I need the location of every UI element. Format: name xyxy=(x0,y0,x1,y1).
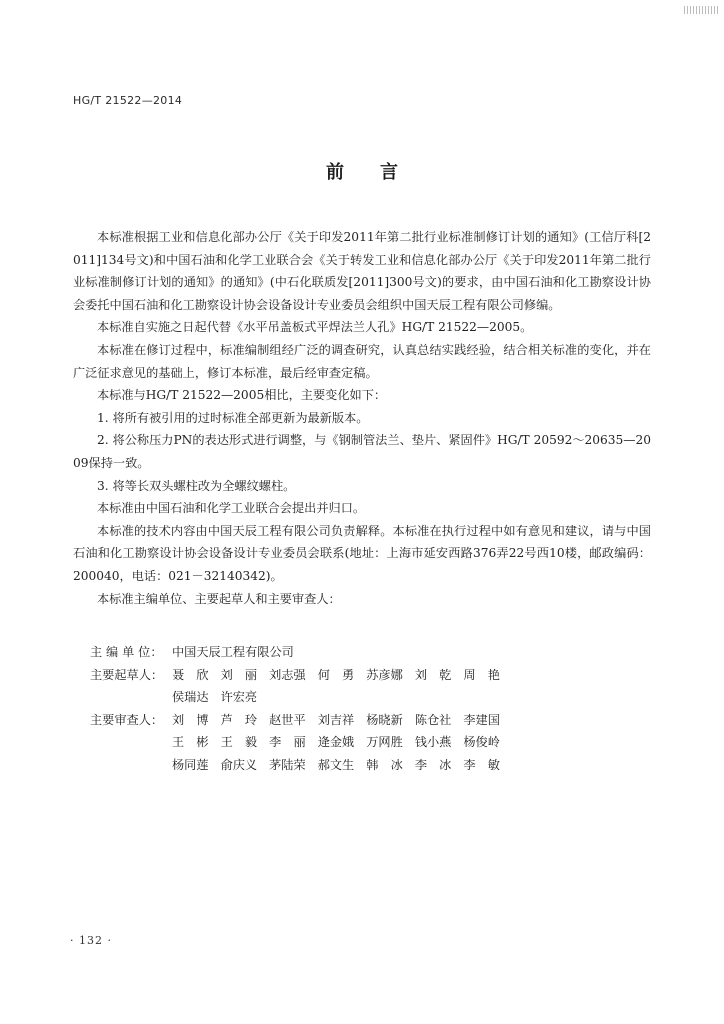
person-name: 刘吉祥 xyxy=(317,712,355,727)
paragraph-basis: 本标准根据工业和信息化部办公厅《关于印发2011年第二批行业标准制修订计划的通知》(工信厅科[2011]134号文)和中国石油和化学工业联合会《关于转发工业和信息化部办公厅《关于印发2011年第二批行业标准制修订计划的通知》的通知》(中石化联质发[2011]300号文)的要求，由中国石油和化工勘察设计协会委托中国石油和化工勘察设计协会设备设计专业委员会组织中国天辰工程有限公司修编。 xyxy=(73,230,651,312)
person-name: 苏彦娜 xyxy=(366,667,403,682)
person-name: 杨晓新 xyxy=(366,712,403,727)
paragraph-roster-intro: 本标准主编单位、主要起草人和主要审查人： xyxy=(97,591,341,606)
person-name: 李 丽 xyxy=(269,735,306,750)
drafters-row-1 xyxy=(90,664,650,687)
person-name: 芦 玲 xyxy=(220,712,258,727)
person-name: 万网胜 xyxy=(366,735,403,750)
person-name: 刘 丽 xyxy=(220,667,258,682)
drafters-label: 主要起草人： xyxy=(90,667,164,682)
reviewers-names xyxy=(172,754,512,777)
page-title: 前言 xyxy=(326,162,434,183)
reviewers-row-2 xyxy=(90,731,650,754)
standard-code: HG/T 21522—2014 xyxy=(73,94,183,107)
person-name: 韩 冰 xyxy=(366,757,403,772)
reviewers-label: 主要审查人： xyxy=(90,712,164,727)
drafters-names xyxy=(172,686,269,709)
paragraph-revision-process: 本标准在修订过程中，标准编制组经广泛的调查研究，认真总结实践经验，结合相关标准的变化，并在广泛征求意见的基础上，修订本标准，最后经审查定稿。 xyxy=(73,342,651,380)
person-name: 赵世平 xyxy=(269,712,306,727)
scan-barcode-mark xyxy=(684,6,718,14)
person-name: 李 敏 xyxy=(463,757,500,772)
change-item-3: 3. 将等长双头螺柱改为全螺纹螺柱。 xyxy=(97,478,296,493)
person-name: 刘 乾 xyxy=(414,667,452,682)
change-item-1: 1. 将所有被引用的过时标准全部更新为最新版本。 xyxy=(97,410,369,425)
person-name: 杨同莲 xyxy=(172,757,209,772)
person-name: 茅陆荣 xyxy=(269,757,306,772)
chief-unit-label: 主 编 单 位： xyxy=(90,645,163,659)
person-name: 聂 欣 xyxy=(172,667,209,682)
paragraph-proposer: 本标准由中国石油和化学工业联合会提出并归口。 xyxy=(97,501,366,516)
person-name: 刘志强 xyxy=(269,667,306,682)
reviewers-names xyxy=(172,731,512,754)
person-name: 陈仓社 xyxy=(414,712,452,727)
person-name: 何 勇 xyxy=(317,667,355,682)
reviewers-row-1 xyxy=(90,709,650,732)
paragraph-changes-intro: 本标准与HG/T 21522—2005相比，主要变化如下： xyxy=(97,388,387,403)
paragraph-replaces: 本标准自实施之日起代替《水平吊盖板式平焊法兰人孔》HG/T 21522—2005。 xyxy=(97,320,533,335)
drafters-row-2 xyxy=(90,686,650,709)
person-name: 郝文生 xyxy=(317,757,355,772)
person-name: 刘 博 xyxy=(172,712,209,727)
chief-unit-name: 中国天辰工程有限公司 xyxy=(172,645,294,659)
chief-unit-row xyxy=(90,641,650,664)
person-name: 王 毅 xyxy=(220,735,258,750)
roster xyxy=(90,641,650,777)
person-name: 逄金娥 xyxy=(317,735,355,750)
person-name: 李建国 xyxy=(463,712,500,727)
change-item-2: 2. 将公称压力PN的表达形式进行调整，与《钢制管法兰、垫片、紧固件》HG/T 20592～20635—2009保持一致。 xyxy=(73,433,651,470)
person-name: 李 冰 xyxy=(414,757,452,772)
page-number: · 132 · xyxy=(70,934,112,947)
paragraph-interpretation: 本标准的技术内容由中国天辰工程有限公司负责解释。本标准在执行过程中如有意见和建议，请与中国石油和化工勘察设计协会设备设计专业委员会联系(地址：上海市延安西路376弄22号西10楼，邮政编码：200040，电话：021－32140342)。 xyxy=(73,523,651,583)
person-name: 周 艳 xyxy=(463,667,500,682)
drafters-names xyxy=(172,664,512,687)
person-name: 钱小燕 xyxy=(414,735,452,750)
foreword-body xyxy=(73,226,651,610)
reviewers-row-3 xyxy=(90,754,650,777)
person-name: 杨俊岭 xyxy=(463,735,500,750)
person-name: 俞庆义 xyxy=(220,757,258,772)
person-name: 王 彬 xyxy=(172,735,209,750)
person-name: 侯瑞达 xyxy=(172,690,209,705)
person-name: 许宏亮 xyxy=(220,690,258,705)
reviewers-names xyxy=(172,709,512,732)
